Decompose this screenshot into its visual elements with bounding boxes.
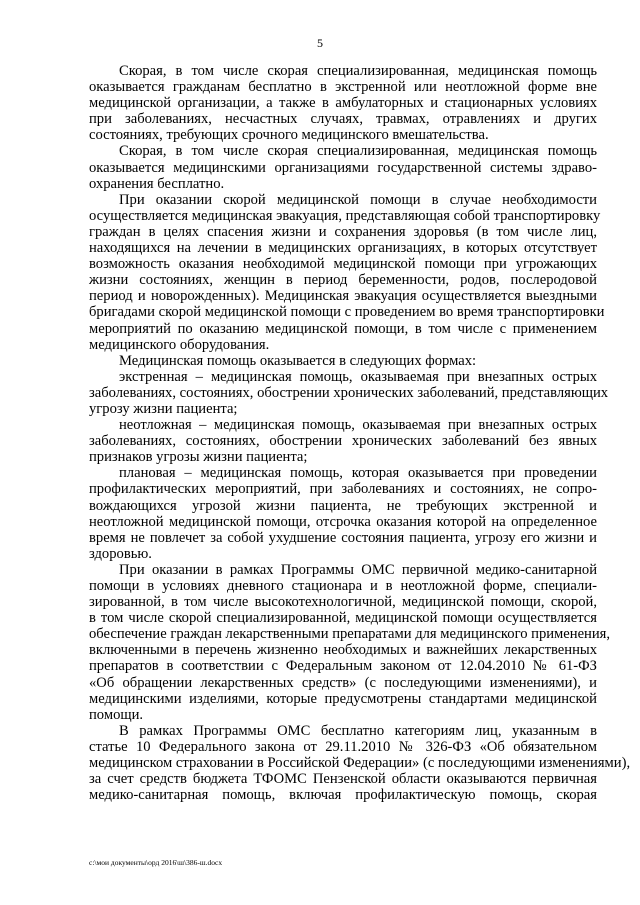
text-line: при заболеваниях, несчастных случаях, травмах, отравлениях и других (89, 111, 597, 128)
text-line: жизни состояниях, женщин в период беременности, родов, послеродовой (89, 272, 597, 289)
text-line: состояниях, требующих срочного медицинского вмешательства. (89, 127, 489, 144)
text-line: профилактических мероприятий, при заболеваниях и состояниях, не сопро- (89, 481, 597, 498)
text-line: «Об обращении лекарственных средств» (с последующими изменениями), и (89, 674, 597, 691)
text-line: охранения бесплатно. (89, 175, 225, 192)
text-line: возможность оказания необходимой медицинской помощи при угрожающих (89, 256, 597, 273)
text-line: помощи. (89, 706, 144, 723)
body-text (89, 63, 631, 804)
text-line: обеспечение граждан лекарственными препаратами для медицинского применения, (89, 626, 611, 643)
text-line: мероприятий по оказанию медицинской помощи, в том числе с применением (89, 320, 597, 337)
text-line: находящихся на лечении в медицинских организациях, в которых отсутствует (89, 240, 597, 257)
text-line: медико-санитарная помощь, включая профилактическую помощь, скорая (89, 787, 597, 804)
text-line: медицинского оборудования. (89, 336, 270, 353)
text-line: неотложная – медицинская помощь, оказываемая при внезапных острых (119, 417, 597, 434)
text-line: граждан в целях спасения жизни и сохранения здоровья (в том числе лиц, (89, 223, 597, 240)
text-line: Скорая, в том числе скорая специализированная, медицинская помощь (119, 143, 597, 160)
text-line: медицинской организации, а также в амбулаторных и стационарных условиях (89, 95, 597, 112)
text-line: вождающихся угрозой жизни пациента, не требующих экстренной и (89, 497, 597, 514)
text-line: экстренная – медицинская помощь, оказываемая при внезапных острых (119, 368, 597, 385)
text-line: период и новорожденных). Медицинская эвакуация осуществляется выездными (89, 288, 597, 305)
text-line: плановая – медицинская помощь, которая оказывается при проведении (119, 465, 597, 482)
text-line: заболеваниях, состояниях, обострении хронических заболеваний, представляющих (89, 384, 609, 401)
text-line: здоровью. (89, 545, 152, 562)
text-line: в том числе скорой специализированной, медицинской помощи осуществляется (89, 610, 597, 627)
text-line: зированной, в том числе высокотехнологичной, медицинской помощи, скорой, (89, 594, 597, 611)
text-line: время не повлечет за собой ухудшение состояния пациента, угрозу его жизни и (89, 529, 597, 546)
text-line: признаков угрозы жизни пациента; (89, 449, 308, 466)
text-line: В рамках Программы ОМС бесплатно категориям лиц, указанным в (119, 722, 597, 739)
page-number: 5 (317, 36, 323, 50)
text-line: заболеваниях, состояниях, обострении хронических заболеваний без явных (89, 433, 597, 450)
text-line: оказывается гражданам бесплатно в экстренной или неотложной форме вне (89, 79, 597, 96)
text-line: за счет средств бюджета ТФОМС Пензенской области оказываются первичная (89, 771, 597, 788)
text-line: угрозу жизни пациента; (89, 400, 238, 417)
text-line: При оказании скорой медицинской помощи в случае необходимости (119, 191, 597, 208)
text-line: При оказании в рамках Программы ОМС первичной медико-санитарной (119, 561, 597, 578)
text-line: Скорая, в том числе скорая специализированная, медицинская помощь (119, 63, 597, 79)
text-line: неотложной медицинской помощи, отсрочка оказания которой на определенное (89, 513, 597, 530)
text-line: осуществляется медицинская эвакуация, представляющая собой транспортировку (89, 207, 601, 224)
text-line: помощи в условиях дневного стационара и в неотложной форме, специали- (89, 578, 597, 594)
footer-file-path: c:\мои документы\орд 2016\ш\386-ш.docx (89, 858, 223, 867)
text-line: статье 10 Федерального закона от 29.11.2010 № 326-ФЗ «Об обязательном (89, 738, 597, 755)
text-line: медицинском страховании в Российской Федерации» (с последующими изменениями), (89, 755, 631, 772)
text-line: бригадами скорой медицинской помощи с проведением во время транспортировки (89, 304, 605, 321)
text-line: препаратов в соответствии с Федеральным законом от 12.04.2010 № 61-ФЗ (89, 658, 597, 675)
text-line: включенными в перечень жизненно необходимых и важнейших лекарственных (89, 642, 597, 659)
text-line: оказывается медицинскими организациями государственной системы здраво- (89, 159, 597, 176)
text-line: Медицинская помощь оказывается в следующих формах: (119, 352, 477, 369)
text-line: медицинскими изделиями, которые предусмотрены стандартами медицинской (89, 690, 597, 707)
